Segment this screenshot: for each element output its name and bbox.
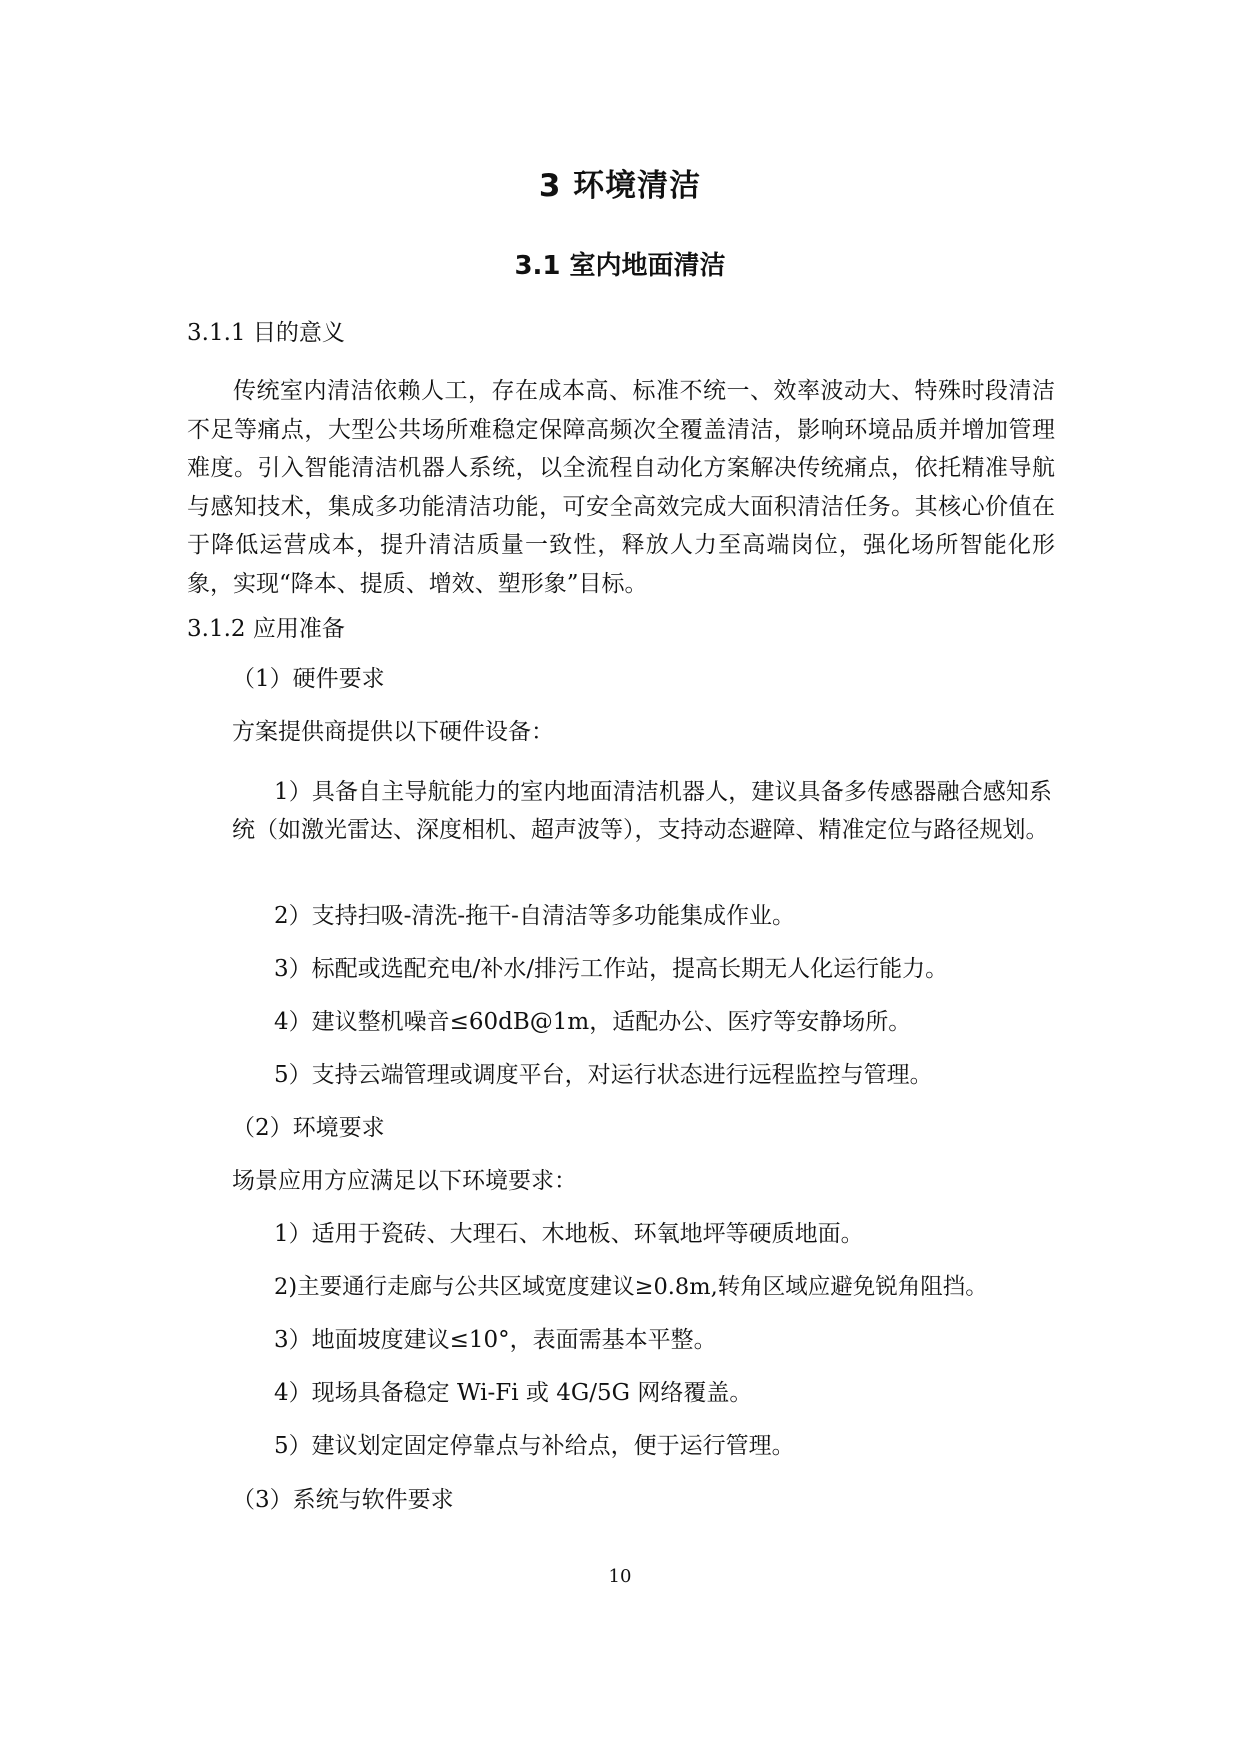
environment-item-1: 1）适用于瓷砖、大理石、木地板、环氧地坪等硬质地面。	[274, 1221, 864, 1247]
hardware-item-3: 3）标配或选配充电/补水/排污工作站，提高长期无人化运行能力。	[274, 956, 949, 982]
environment-requirements-heading: （2）环境要求	[232, 1115, 385, 1141]
chapter-title: 3 环境清洁	[538, 168, 702, 204]
hardware-requirements-heading: （1）硬件要求	[232, 666, 385, 692]
software-requirements-heading: （3）系统与软件要求	[232, 1487, 454, 1513]
hardware-intro: 方案提供商提供以下硬件设备：	[232, 719, 554, 745]
section-title: 3.1 室内地面清洁	[514, 251, 726, 281]
subsection-heading-preparation: 3.1.2 应用准备	[187, 616, 345, 642]
subsection-heading-purpose: 3.1.1 目的意义	[187, 320, 345, 346]
hardware-item-5: 5）支持云端管理或调度平台，对运行状态进行远程监控与管理。	[274, 1062, 933, 1088]
environment-item-5: 5）建议划定固定停靠点与补给点，便于运行管理。	[274, 1433, 795, 1459]
environment-item-2: 2)主要通行走廊与公共区域宽度建议≥0.8m,转角区域应避免锐角阻挡。	[274, 1274, 988, 1300]
environment-intro: 场景应用方应满足以下环境要求：	[232, 1168, 577, 1194]
hardware-item-1: 1）具备自主导航能力的室内地面清洁机器人，建议具备多传感器融合感知系统（如激光雷达、深度相机、超声波等），支持动态避障、精准定位与路径规划。	[232, 779, 1052, 843]
page-number: 10	[608, 1566, 632, 1587]
hardware-item-4: 4）建议整机噪音≤60dB@1m，适配办公、医疗等安静场所。	[274, 1009, 912, 1035]
purpose-paragraph: 传统室内清洁依赖人工，存在成本高、标准不统一、效率波动大、特殊时段清洁不足等痛点，大型公共场所难稳定保障高频次全覆盖清洁，影响环境品质并增加管理难度。引入智能清洁机器人系统，以全流程自动化方案解决传统痛点，依托精准导航与感知技术，集成多功能清洁功能，可安全高效完成大面积清洁任务。其核心价值在于降低运营成本，提升清洁质量一致性，释放人力至高端岗位，强化场所智能化形象，实现“降本、提质、增效、塑形象”目标。	[187, 378, 1055, 597]
hardware-item-2: 2）支持扫吸-清洗-拖干-自清洁等多功能集成作业。	[274, 903, 795, 929]
environment-item-3: 3）地面坡度建议≤10°，表面需基本平整。	[274, 1327, 717, 1353]
environment-item-4: 4）现场具备稳定 Wi-Fi 或 4G/5G 网络覆盖。	[274, 1380, 753, 1406]
